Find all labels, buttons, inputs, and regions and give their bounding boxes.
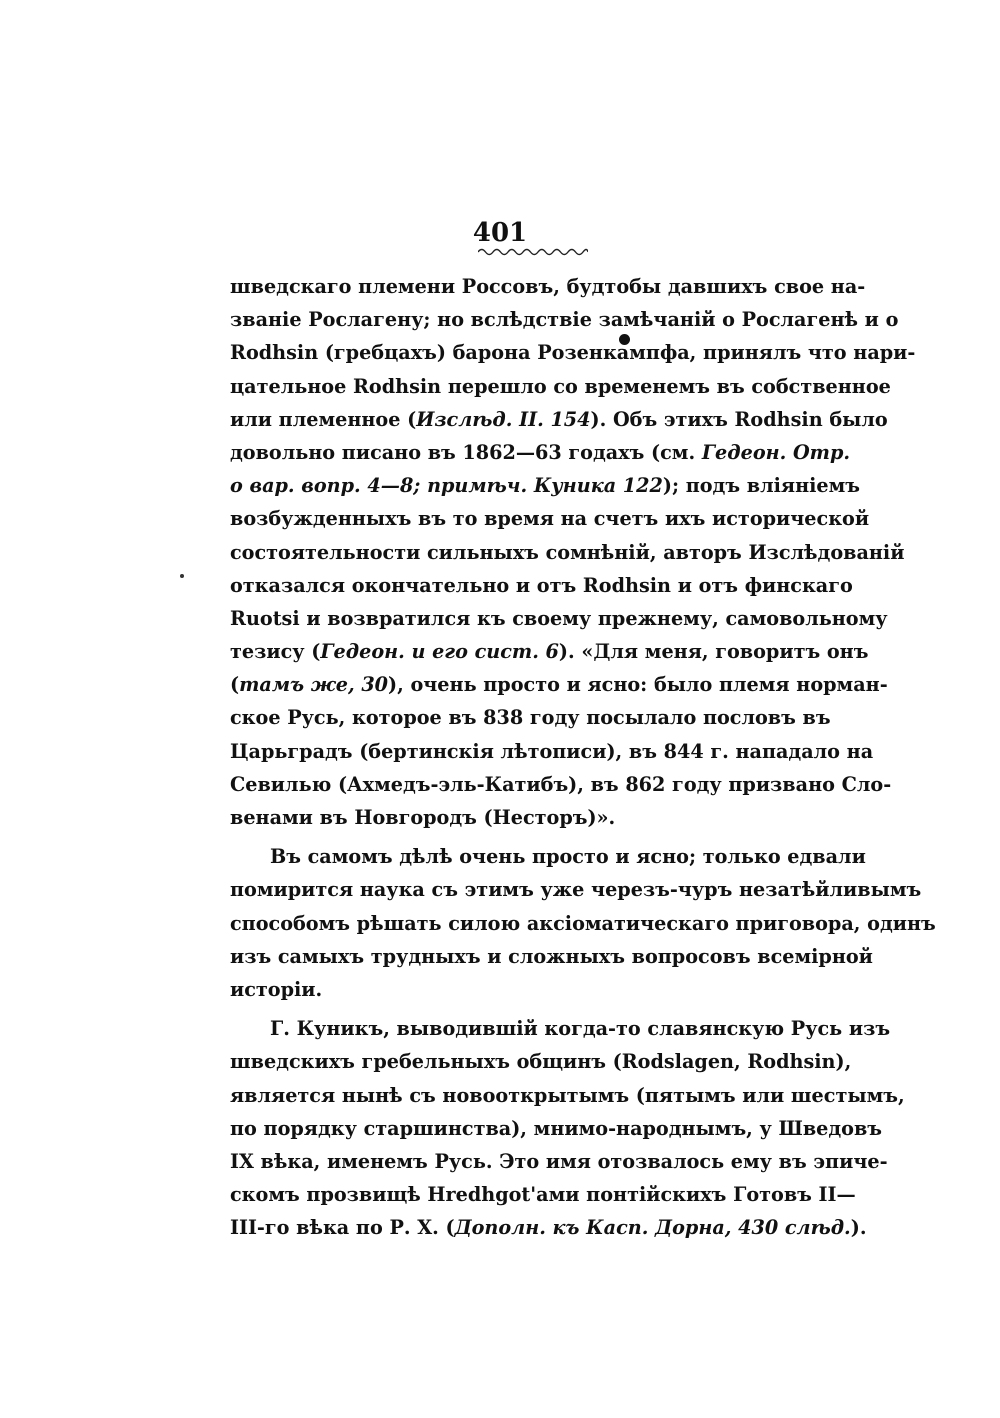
stray-dot-mark <box>180 574 184 578</box>
text-line <box>230 768 892 801</box>
text-line <box>230 940 873 973</box>
text-line <box>230 270 866 303</box>
text-segment: ское Русь, которое въ 838 году посылало пословъ въ <box>230 706 831 730</box>
text-line <box>230 1211 867 1244</box>
paragraph <box>230 270 916 834</box>
text-line <box>230 907 936 940</box>
page-number: 401 <box>472 218 528 248</box>
text-segment: ); подъ вліяніемъ <box>662 474 860 498</box>
text-segment: ), очень просто и ясно: было племя норман- <box>388 673 888 697</box>
text-line <box>230 701 831 734</box>
text-line <box>230 336 916 369</box>
text-line <box>230 303 899 336</box>
text-line <box>230 569 853 602</box>
text-segment: ( <box>230 673 240 697</box>
italic-reference: тамъ же, 30 <box>239 673 389 697</box>
text-line <box>230 840 866 873</box>
text-segment: возбужденныхъ въ то время на счетъ ихъ исторической <box>230 507 870 531</box>
text-segment: IX вѣка, именемъ Русь. Это имя отозвалось ему въ эпиче- <box>230 1149 888 1173</box>
italic-reference: Изслѣд. II. 154 <box>416 407 591 431</box>
text-segment: Г. Куникъ, выводившій когда-то славянскую Русь изъ <box>270 1017 891 1041</box>
italic-reference: о вар. вопр. 4—8; примѣч. Куника 122 <box>230 474 663 498</box>
paragraph <box>230 1012 905 1244</box>
text-segment: ). «Для меня, говоритъ онъ <box>558 640 869 664</box>
text-segment: ). <box>850 1216 867 1240</box>
text-line <box>230 973 828 1006</box>
text-line <box>230 436 851 469</box>
text-line <box>230 1079 905 1112</box>
text-segment: тезису ( <box>230 640 321 664</box>
text-line <box>230 1145 888 1178</box>
text-segment: отказался окончательно и отъ Rodhsin и отъ финскаго <box>230 573 853 597</box>
text-segment: состоятельности сильныхъ сомнѣній, авторъ Изслѣдованій <box>230 540 905 564</box>
text-segment: Царьградъ (бертинскія лѣтописи), въ 844 г. нападало на <box>230 739 874 763</box>
text-segment: исторіи. <box>230 977 323 1001</box>
text-line <box>230 668 888 701</box>
text-segment: ). Объ этихъ Rodhsin было <box>590 407 888 431</box>
text-line <box>230 1045 852 1078</box>
text-line <box>230 469 860 502</box>
text-segment: шведскаго племени Россовъ, будтобы давшихъ свое на- <box>230 275 866 298</box>
text-segment: Rodhsin (гребцахъ) барона Розенкампфа, принялъ что нари- <box>230 341 916 365</box>
italic-reference: Гедеон. и его сист. 6 <box>320 640 559 664</box>
text-line <box>230 635 869 668</box>
text-line <box>230 1012 891 1045</box>
text-segment: званіе Рослагену; но вслѣдствіе замѣчаній о Рослагенѣ и о <box>230 308 899 332</box>
text-segment: или племенное ( <box>230 407 417 431</box>
italic-reference: Дополн. къ Касп. Дорна, 430 слѣд. <box>454 1216 851 1240</box>
text-segment: венами въ Новгородъ (Несторъ)». <box>230 806 616 829</box>
text-line <box>230 403 888 436</box>
text-segment: помирится наука съ этимъ уже черезъ-чуръ незатѣйливымъ <box>230 878 922 902</box>
text-line <box>230 735 874 768</box>
italic-reference: Гедеон. Отр. <box>701 440 851 464</box>
text-segment: Ruotsi и возвратился къ своему прежнему, самовольному <box>230 606 888 630</box>
text-line <box>230 1178 856 1211</box>
paragraph <box>230 840 936 1006</box>
text-segment: изъ самыхъ трудныхъ и сложныхъ вопросовъ всемірной <box>230 944 873 968</box>
text-segment: по порядку старшинства), мнимо-народнымъ, у Шведовъ <box>230 1116 883 1140</box>
text-line <box>230 602 888 635</box>
text-segment: III-го вѣка по Р. Х. ( <box>230 1216 455 1240</box>
text-line <box>230 536 905 569</box>
text-line <box>230 873 922 906</box>
body-text <box>230 270 936 1244</box>
text-line <box>230 370 891 403</box>
text-segment: довольно писано въ 1862—63 годахъ (см. <box>230 440 702 464</box>
text-segment: является нынѣ съ новооткрытымъ (пятымъ или шестымъ, <box>230 1083 905 1107</box>
text-segment: шведскихъ гребельныхъ общинъ (Rodslagen, Rodhsin), <box>230 1050 852 1074</box>
text-segment: скомъ прозвищѣ Hredhgot'ами понтійскихъ Готовъ II— <box>230 1183 856 1207</box>
text-line <box>230 502 870 535</box>
text-segment: Севилью (Ахмедъ-эль-Катибъ), въ 862 году призвано Сло- <box>230 772 892 796</box>
text-segment: способомъ рѣшать силою аксіоматическаго приговора, одинъ <box>230 911 936 935</box>
text-line <box>230 801 828 834</box>
text-line <box>230 1112 883 1145</box>
text-segment: цательное Rodhsin перешло со временемъ въ собственное <box>230 374 891 398</box>
page-number-ornament <box>478 247 588 257</box>
text-segment: Въ самомъ дѣлѣ очень просто и ясно; только едвали <box>270 845 866 869</box>
